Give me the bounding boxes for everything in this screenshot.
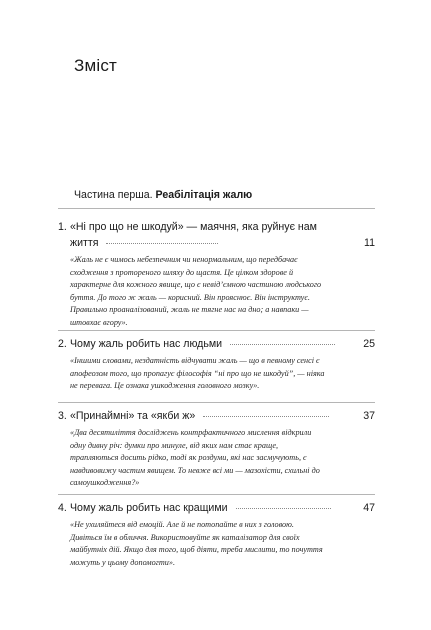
page-number: 37 [363,410,375,422]
entry-title-wrap [70,408,347,424]
toc-entry-heading[interactable] [58,219,375,251]
divider [58,402,375,403]
divider [58,208,375,209]
entry-title-wrap [70,219,347,251]
leader-dots [203,416,329,417]
entry-title-wrap [70,500,347,516]
entry-title: «Принаймні» та «якби ж» [70,410,196,422]
entry-number: 2. [58,338,67,350]
entry-number: 1. [58,221,67,233]
part-label: Частина перша. [74,189,153,201]
page-number: 47 [363,502,375,514]
entry-title: «Ні про що не шкодуй» — маячня, яка руйнує нам життя [70,221,317,249]
page-number: 11 [364,237,375,249]
toc-entry-1[interactable] [58,219,375,330]
toc-entry-heading[interactable] [58,336,375,352]
toc-entry-2[interactable] [58,336,375,393]
divider [58,494,375,495]
entry-title: Чому жаль робить нас людьми [70,338,223,350]
divider [58,330,375,331]
leader-dots [230,344,335,345]
entry-quote: «Не ухиляйтеся від емоцій. Але й не потопайте в них з головою. Дивіться їм в обличчя. Використовуйте як каталізатор для своїх майбутніх дій. Якщо для того, щоб діяти, треба мислити, то почуття можуть у цьому допомогти». [70,520,323,567]
entry-quote: «Іншими словами, нездатність відчувати жаль — що в певному сенсі є апофеозом того, що пропагує філософія “ні про що не шкодуй”, — ніяка не перевага. Це ознака ушкодження головного мозку». [70,356,325,391]
entry-quote: «Два десятиліття досліджень контрфактичного мислення відкрили одну дивну річ: думки про минуле, від яких нам стає краще, трапляються досить рідко, тоді як роздуми, які нас засмучують, є навдивовижу частим явищем. То невже всі ми — мазохісти, схильні до самоушкодження?» [70,428,320,488]
entry-quote: «Жаль не є чимось небезпечним чи ненормальним, що передбачає сходження з протореного шляху до щастя. Це цілком здорове й характерне для кожного явище, що є невід’ємною частиною людського буття. До того ж жаль — корисний. Він прояснює. Він інструктує. Правильно проаналізований, жаль не тягне нас на дно; а навпаки — штовхає вгору». [70,255,322,327]
entry-number: 3. [58,410,67,422]
leader-dots [106,243,218,244]
toc-entry-heading[interactable] [58,408,375,424]
entry-title: Чому жаль робить нас кращими [70,502,228,514]
entry-title-wrap [70,336,347,352]
part-title: Реабілітація жалю [155,189,253,201]
entry-number: 4. [58,502,67,514]
page-title: Зміст [74,56,118,75]
leader-dots [236,508,331,509]
part-heading [74,189,252,201]
page-number: 25 [363,338,375,350]
toc-entry-3[interactable] [58,408,375,490]
toc-entry-heading[interactable] [58,500,375,516]
toc-entry-4[interactable] [58,500,375,569]
